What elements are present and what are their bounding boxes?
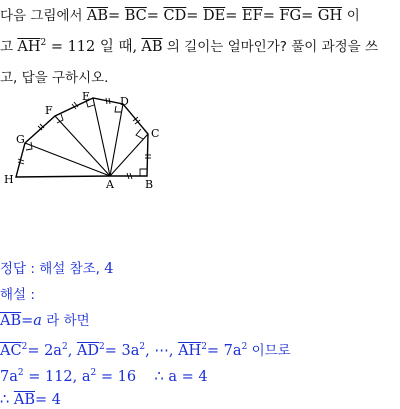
segment-ad: $\overline{AD}$: [76, 343, 100, 359]
spiral-triangle-figure: [0, 88, 175, 193]
exponent: 2: [40, 38, 47, 48]
equals-sign: =: [301, 8, 314, 24]
segment-fg: $\overline{FG}$: [279, 8, 302, 24]
vertex-label-c: C: [151, 127, 160, 140]
vertex-label-b: B: [145, 178, 154, 191]
equation-result: = 112,: [28, 369, 78, 385]
explanation-title: 해설 :: [0, 287, 35, 303]
segment-ab: $\overline{AB}$: [13, 392, 35, 408]
segment-ac: $\overline{AC}$: [0, 343, 22, 359]
problem-line-2: [0, 35, 378, 56]
problem-line-1: [0, 4, 360, 24]
segment-ab: $\overline{AB}$: [86, 8, 108, 24]
equals-sign: =: [262, 8, 275, 24]
a-value: a = 4: [168, 369, 208, 385]
segment-list: [87, 8, 347, 24]
segment-ef: $\overline{EF}$: [242, 8, 263, 24]
equals-sign: =: [186, 8, 199, 24]
variable-a: a: [33, 313, 42, 329]
segment-ab: $\overline{AB}$: [0, 313, 22, 329]
question-text: 의 길이는 얼마인가? 풀이 과정을 쓰: [166, 39, 379, 55]
explanation-line-2: [0, 339, 291, 359]
segment-de: $\overline{DE}$: [203, 8, 226, 24]
vertex-label-d: D: [120, 95, 129, 108]
segment-cd: $\overline{CD}$: [163, 8, 187, 24]
problem-lead-text: 고: [0, 39, 14, 55]
ad-squared-value: = 3a: [104, 343, 140, 359]
exponent: 2: [139, 342, 146, 352]
ac-squared-value: = 2a: [27, 343, 62, 359]
exponent: 2: [17, 368, 24, 378]
equation-term: 7a: [0, 369, 18, 385]
vertex-label-h: H: [4, 173, 14, 186]
answer-line: [0, 257, 114, 277]
explanation-text: 이므로: [251, 343, 291, 359]
segment-bc: $\overline{BC}$: [124, 8, 147, 24]
vertex-label-a: A: [106, 178, 114, 191]
equals-sign: =: [225, 8, 238, 24]
radial-segments: [25, 98, 148, 176]
explanation-line-1: [0, 309, 90, 329]
equal-tick-marks: [18, 98, 151, 179]
problem-tail-text: 이: [346, 8, 360, 24]
segment-ah: $\overline{AH}$: [17, 39, 41, 55]
given-value: = 112 일 때,: [50, 39, 138, 55]
vertex-label-e: E: [82, 90, 91, 103]
equation-result: = 16: [100, 369, 137, 385]
equals-sign: =: [146, 8, 159, 24]
explanation-line-3: [0, 369, 208, 385]
vertex-label-f: F: [45, 104, 53, 117]
separator: ,: [67, 343, 73, 359]
ellipsis: , ⋯,: [145, 343, 174, 359]
segment-ab: $\overline{AB}$: [141, 39, 163, 55]
exponent: 2: [21, 342, 28, 352]
exponent: 2: [201, 342, 207, 352]
final-answer: = 4: [34, 392, 61, 408]
problem-lead-text: 다음 그림에서: [0, 8, 83, 24]
therefore-symbol: ∴: [154, 369, 164, 385]
answer-label: 정답 : 해설 참조,: [0, 261, 100, 277]
problem-line-3: 고, 답을 구하시오.: [0, 70, 109, 86]
exponent: 2: [90, 368, 97, 378]
segment-gh: $\overline{GH}$: [317, 8, 343, 24]
explanation-line-4: [0, 392, 61, 408]
ah-squared-value: = 7a: [206, 343, 242, 359]
therefore-symbol: ∴: [0, 392, 10, 408]
explanation-text: 라 하면: [46, 313, 90, 329]
exponent: 2: [61, 342, 68, 352]
exponent: 2: [99, 342, 105, 352]
answer-value: 4: [104, 261, 114, 277]
ah-squared-expression: [17, 39, 137, 55]
equals-sign: =: [21, 313, 34, 329]
segment-ah: $\overline{AH}$: [178, 343, 202, 359]
exponent: 2: [241, 342, 248, 352]
vertex-label-g: G: [16, 133, 25, 146]
equals-sign: =: [107, 8, 121, 24]
equation-term: a: [81, 369, 91, 385]
